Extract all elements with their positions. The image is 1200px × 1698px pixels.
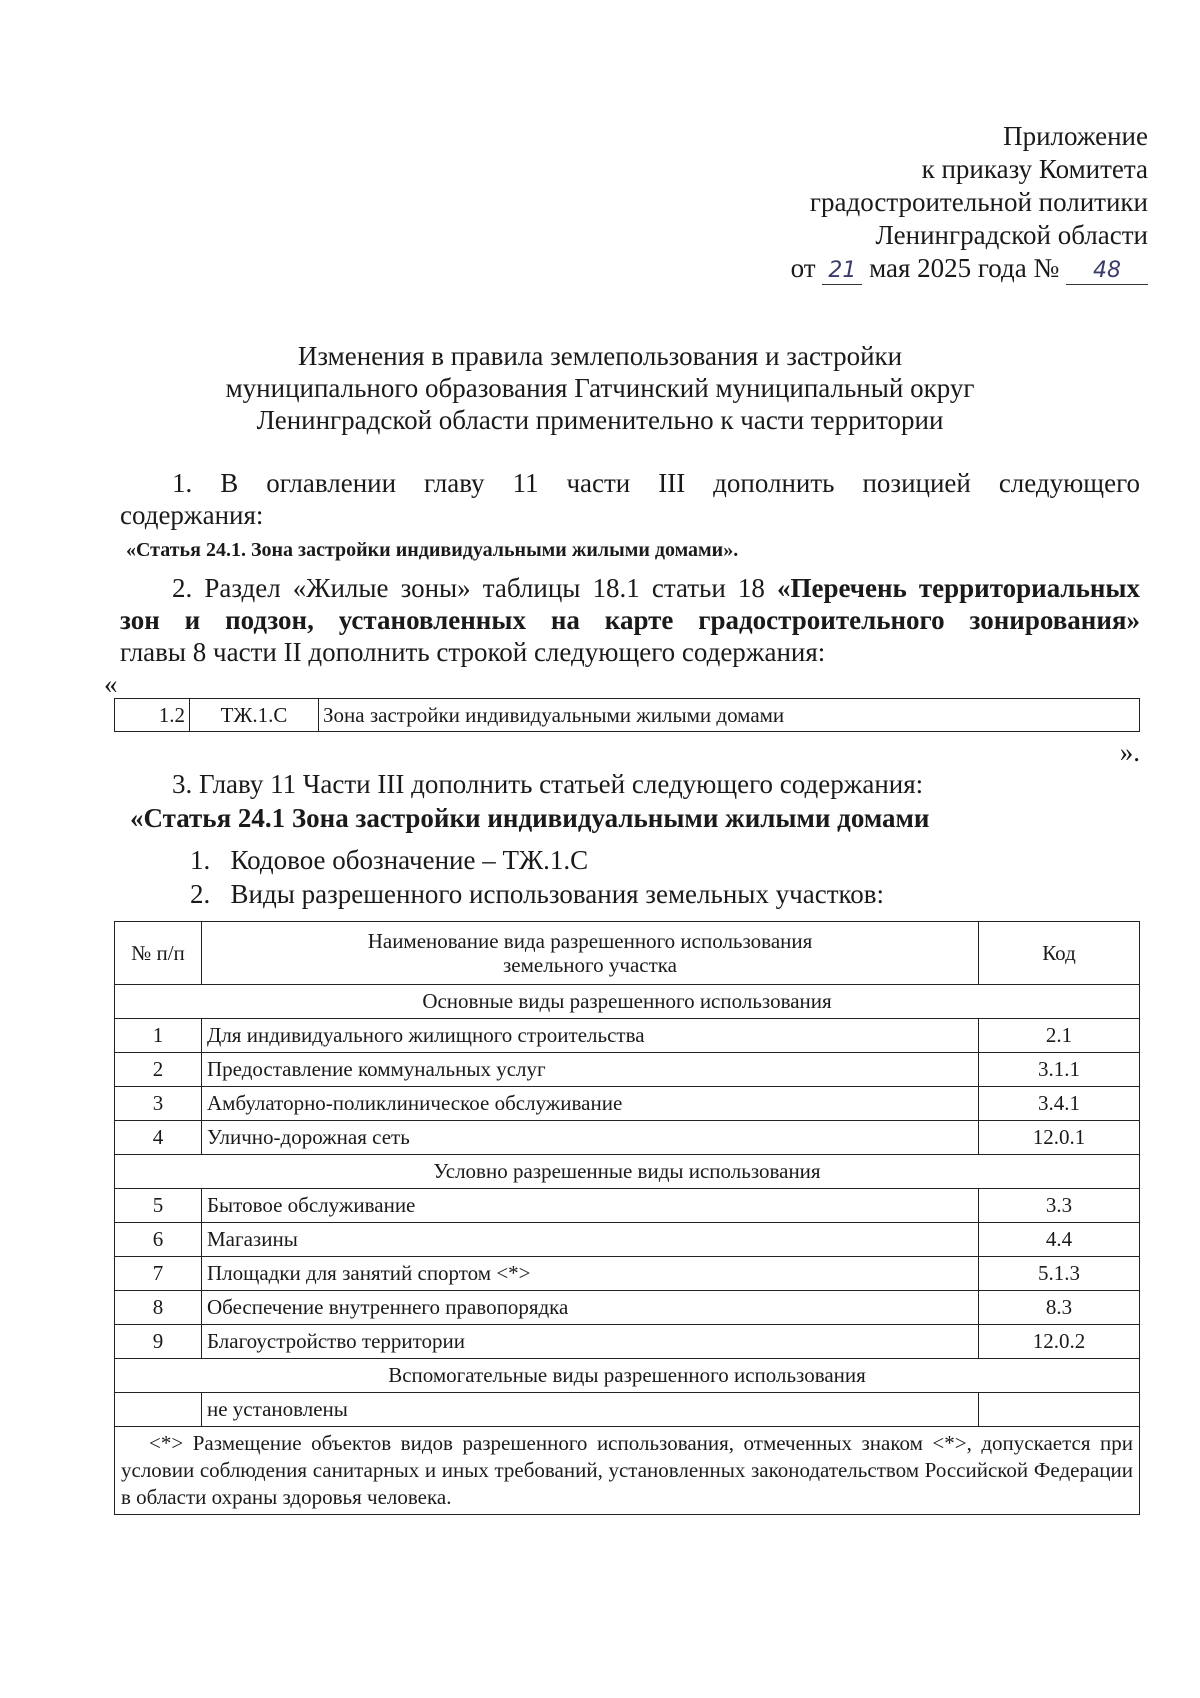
row-code: 8.3 (979, 1291, 1140, 1325)
row-num: 3 (115, 1087, 202, 1121)
document-title (0, 340, 1200, 436)
row-name: Амбулаторно-поликлиническое обслуживание (202, 1087, 979, 1121)
table-row (115, 1019, 1140, 1053)
row-name: Для индивидуального жилищного строительства (202, 1019, 979, 1053)
zone-num: 1.2 (115, 699, 190, 732)
appendix-header (791, 120, 1148, 285)
title-line-3: Ленинградской области применительно к части территории (256, 405, 944, 435)
date-prefix: от (790, 253, 816, 283)
header-line-1: Приложение (1003, 121, 1148, 151)
zone-row-table (114, 698, 1140, 732)
row-num: 1 (115, 1019, 202, 1053)
table-row (115, 1257, 1140, 1291)
row-num: 4 (115, 1121, 202, 1155)
row-code: 3.3 (979, 1189, 1140, 1223)
footnote-row (115, 1427, 1140, 1515)
item2-open-quote: « (104, 669, 118, 699)
header-name-line1: Наименование вида разрешенного использования (367, 929, 813, 953)
title-line-1: Изменения в правила землепользования и застройки (297, 341, 903, 371)
section-conditional: Условно разрешенные виды использования (115, 1155, 1140, 1189)
header-name (202, 922, 979, 985)
table-row (115, 1087, 1140, 1121)
zone-code: ТЖ.1.С (190, 699, 319, 732)
row-num: 7 (115, 1257, 202, 1291)
row-code: 5.1.3 (979, 1257, 1140, 1291)
handwritten-day: 21 (822, 258, 862, 285)
section-auxiliary: Вспомогательные виды разрешенного использования (115, 1359, 1140, 1393)
row-code: 12.0.1 (979, 1121, 1140, 1155)
header-line-4: Ленинградской области (875, 220, 1148, 250)
title-line-2: муниципального образования Гатчинский муниципальный округ (225, 373, 975, 403)
row-name: Бытовое обслуживание (202, 1189, 979, 1223)
item3-sub2: 2. Виды разрешенного использования земельных участков: (190, 879, 884, 909)
row-num: 2 (115, 1053, 202, 1087)
table-row (115, 1053, 1140, 1087)
table-header-row (115, 922, 1140, 985)
header-num: № п/п (115, 922, 202, 985)
row-num: 5 (115, 1189, 202, 1223)
row-code: 4.4 (979, 1223, 1140, 1257)
item2-line1-start: 2. Раздел «Жилые зоны» таблицы 18.1 статьи 18 (172, 573, 765, 603)
row-num: 8 (115, 1291, 202, 1325)
permitted-uses-table (114, 921, 1140, 1515)
table-row (115, 1393, 1140, 1427)
table-row (115, 1189, 1140, 1223)
footnote: <*> Размещение объектов видов разрешенного использования, отмеченных знаком <*>, допускается при условии соблюдения санитарных и иных требований, установленных законодательством Российской Федерации в области охраны здоровья человека. (115, 1427, 1140, 1515)
row-name: Магазины (202, 1223, 979, 1257)
row-num (115, 1393, 202, 1427)
item2-line1 (172, 572, 1140, 604)
item2-line3: главы 8 части II дополнить строкой следующего содержания: (120, 637, 826, 667)
section-main: Основные виды разрешенного использования (115, 985, 1140, 1019)
row-name: Обеспечение внутреннего правопорядка (202, 1291, 979, 1325)
item2-line2: зон и подзон, установленных на карте градостроительного зонирования» (120, 605, 1140, 635)
table-row (115, 1223, 1140, 1257)
row-name: Благоустройство территории (202, 1325, 979, 1359)
row-name: Предоставление коммунальных услуг (202, 1053, 979, 1087)
section-row-conditional (115, 1155, 1140, 1189)
item1-line1: 1. В оглавлении главу 11 части III дополнить позицией следующего (172, 468, 1140, 498)
row-code: 2.1 (979, 1019, 1140, 1053)
date-rest: мая 2025 года № (869, 253, 1060, 283)
row-name: Площадки для занятий спортом <*> (202, 1257, 979, 1291)
header-code: Код (979, 922, 1140, 985)
zone-name: Зона застройки индивидуальными жилыми домами (319, 699, 1140, 732)
row-name: Улично-дорожная сеть (202, 1121, 979, 1155)
header-line-2: к приказу Комитета (921, 154, 1148, 184)
row-code: 3.1.1 (979, 1053, 1140, 1087)
table-row (115, 1291, 1140, 1325)
handwritten-order-number: 48 (1066, 258, 1148, 285)
table-row (115, 699, 1140, 732)
section-row-auxiliary (115, 1359, 1140, 1393)
row-name: не установлены (202, 1393, 979, 1427)
header-line-3: градостроительной политики (809, 187, 1148, 217)
row-num: 6 (115, 1223, 202, 1257)
row-num: 9 (115, 1325, 202, 1359)
item2-close-quote: ». (1119, 737, 1140, 767)
item1-line2: содержания: (120, 500, 264, 530)
item3-bold: «Статья 24.1 Зона застройки индивидуальными жилыми домами (130, 803, 930, 833)
item3-line1: 3. Главу 11 Части III дополнить статьей следующего содержания: (172, 769, 924, 799)
item2-line1-bold: «Перечень территориальных (776, 573, 1140, 603)
table-row (115, 1121, 1140, 1155)
row-code: 3.4.1 (979, 1087, 1140, 1121)
row-code: 12.0.2 (979, 1325, 1140, 1359)
header-date-line (791, 252, 1148, 285)
header-name-line2: земельного участка (503, 953, 677, 977)
item3-sub1: 1. Кодовое обозначение – ТЖ.1.С (190, 845, 589, 875)
row-code (979, 1393, 1140, 1427)
table-row (115, 1325, 1140, 1359)
item1-bold: «Статья 24.1. Зона застройки индивидуальными жилыми домами». (126, 539, 739, 561)
section-row-main (115, 985, 1140, 1019)
